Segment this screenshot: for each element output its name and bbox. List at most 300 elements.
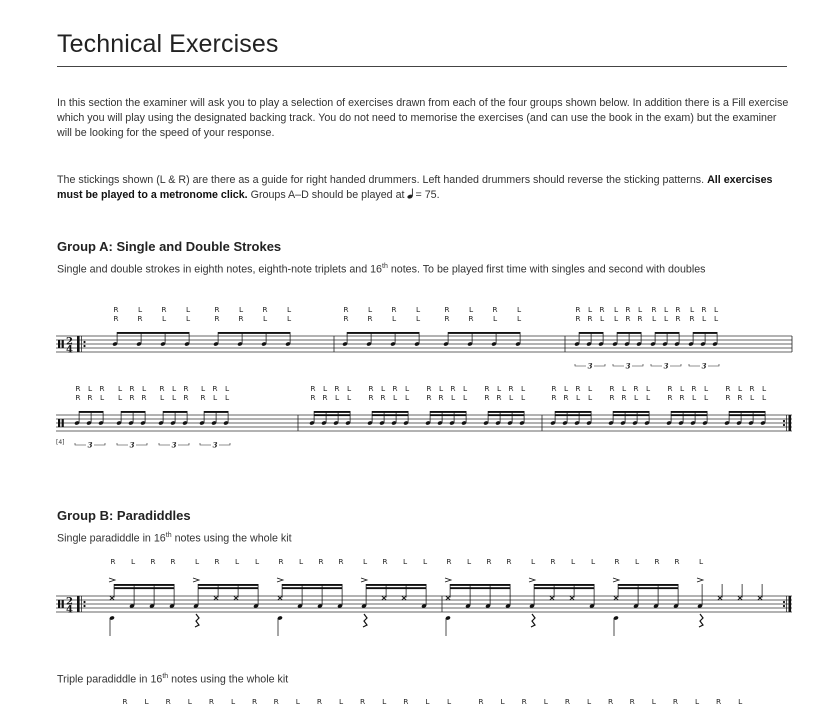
triple-paradiddle-sticking-letter: R	[360, 697, 366, 706]
sticking-single: L	[117, 384, 123, 393]
sticking-single: L	[404, 384, 410, 393]
percussion-clef	[58, 600, 60, 608]
sticking-double: R	[637, 314, 643, 323]
accent-mark	[529, 578, 535, 582]
sticking-single: R	[426, 384, 432, 393]
sticking-double: R	[438, 393, 444, 402]
triple-paradiddle-sticking-letter: L	[425, 697, 430, 706]
beam	[430, 411, 466, 413]
measure-number: [4]	[56, 439, 65, 446]
paradiddle-sticking: L	[466, 557, 472, 566]
sticking-single: R	[334, 384, 340, 393]
time-signature-bottom: 4	[66, 344, 73, 356]
sticking-single: L	[516, 305, 522, 314]
triple-paradiddle-sticking-letter: L	[586, 697, 592, 706]
sticking-single: L	[587, 384, 593, 393]
sticking-double: R	[609, 393, 615, 402]
paradiddle-sticking: R	[170, 557, 176, 566]
accent-mark	[445, 578, 451, 582]
sticking-single: R	[444, 305, 450, 314]
sticking-double: L	[749, 393, 755, 402]
beam	[198, 587, 258, 589]
sticking-single: L	[496, 384, 502, 393]
group-a-desc-part1: Single and double strokes in eighth notes, eighth-note triplets and 16	[57, 263, 383, 276]
beam	[534, 587, 594, 589]
sticking-single: L	[141, 384, 147, 393]
accent-mark	[613, 578, 619, 582]
beam	[450, 587, 510, 589]
sticking-single: R	[749, 384, 755, 393]
group-b-description	[57, 528, 792, 547]
beam	[534, 584, 594, 586]
triple-paradiddle-sticking-letter: R	[252, 697, 258, 706]
beam	[613, 411, 649, 413]
paradiddle-sticking: L	[254, 557, 260, 566]
sticking-double: R	[129, 393, 135, 402]
sticking-single: R	[75, 384, 81, 393]
sticking-single: R	[214, 305, 220, 314]
beam	[488, 411, 524, 413]
sticking-single: L	[621, 384, 627, 393]
triple-paradiddle-sticking-letter: L	[144, 697, 149, 706]
beam	[366, 584, 426, 586]
sticking-single: L	[761, 384, 767, 393]
sticking-double: L	[701, 314, 707, 323]
beam	[671, 411, 707, 413]
triple-paradiddle-sticking-letter: R	[273, 697, 279, 706]
paradiddle-sticking: R	[674, 557, 680, 566]
paradiddle-sticking: L	[130, 557, 136, 566]
beam	[555, 414, 591, 416]
group-b-staff	[50, 548, 795, 658]
beam	[314, 414, 350, 416]
triplet-number: 3	[663, 361, 669, 371]
paradiddle-sticking: L	[362, 557, 368, 566]
triple-paradiddle-sticking-letter: R	[208, 697, 214, 706]
sticking-single: R	[310, 384, 316, 393]
sticking-single: L	[380, 384, 386, 393]
sticking-double: L	[346, 393, 352, 402]
triplet-number: 3	[87, 440, 93, 450]
sticking-single: L	[520, 384, 526, 393]
sticking-double: L	[171, 393, 177, 402]
group-a-desc-part2: notes. To be played first time with singles and second with doubles	[387, 263, 706, 276]
group-b-desc-sup: th	[165, 532, 172, 539]
triple-paradiddle-description	[57, 669, 792, 688]
triplet-number: 3	[129, 440, 135, 450]
triple-paradiddle-sticking-letter: R	[316, 697, 322, 706]
sticking-double: R	[563, 393, 569, 402]
sticking-double: R	[667, 393, 673, 402]
paradiddle-sticking: R	[382, 557, 388, 566]
triple-paradiddle-sticking-letter: L	[382, 697, 387, 706]
triple-desc-part1: Triple paradiddle in 16	[57, 673, 163, 686]
beam	[729, 414, 765, 416]
triple-paradiddle-sticking-letter: R	[478, 697, 484, 706]
sticking-single: R	[575, 305, 581, 314]
sticking-double: L	[651, 314, 657, 323]
paradiddle-sticking: R	[318, 557, 324, 566]
sticking-single: R	[99, 384, 105, 393]
paradiddle-sticking: L	[634, 557, 640, 566]
accent-mark	[697, 578, 703, 582]
beam	[282, 587, 342, 589]
sticking-single: L	[87, 384, 93, 393]
cymbal-note-head	[738, 596, 742, 600]
cymbal-note-head	[402, 596, 406, 600]
triple-paradiddle-sticking-letter: R	[403, 697, 409, 706]
paradiddle-sticking: L	[402, 557, 408, 566]
sticking-double: R	[679, 393, 685, 402]
group-a-staff-row-1	[50, 300, 795, 380]
paradiddle-sticking: R	[446, 557, 452, 566]
cymbal-note-head	[570, 596, 574, 600]
sticking-single: L	[200, 384, 206, 393]
sticking-double: R	[200, 393, 206, 402]
triple-desc-sup: th	[162, 673, 169, 680]
beam	[366, 587, 426, 589]
beam	[163, 411, 187, 413]
sticking-double: L	[159, 393, 165, 402]
group-a-description	[57, 259, 792, 278]
repeat-dot	[783, 605, 785, 607]
sticking-single: L	[171, 384, 177, 393]
sticking-single: L	[322, 384, 328, 393]
sticking-single: L	[367, 305, 373, 314]
sticking-single: R	[633, 384, 639, 393]
cymbal-note-head	[278, 596, 282, 600]
sticking-double: R	[368, 393, 374, 402]
beam	[448, 332, 520, 334]
sticking-double: R	[87, 393, 93, 402]
paradiddle-sticking: R	[150, 557, 156, 566]
sticking-single: R	[113, 305, 119, 314]
cymbal-note-head	[234, 596, 238, 600]
sticking-single: R	[129, 384, 135, 393]
sticking-single: R	[450, 384, 456, 393]
sticking-single: L	[137, 305, 143, 314]
sticking-paragraph	[57, 173, 792, 203]
repeat-dot	[83, 601, 85, 603]
cymbal-note-head	[446, 596, 450, 600]
quarter-rest	[363, 614, 367, 627]
repeat-dot	[83, 341, 85, 343]
paradiddle-sticking: R	[654, 557, 660, 566]
sticking-double: R	[551, 393, 557, 402]
paradiddle-sticking: R	[550, 557, 556, 566]
paradiddle-sticking: R	[278, 557, 284, 566]
cymbal-note-head	[214, 596, 218, 600]
time-signature-top: 2	[66, 596, 73, 608]
sticking-single: R	[484, 384, 490, 393]
triple-paradiddle-sticking-letter: R	[564, 697, 570, 706]
sticking-single: L	[587, 305, 593, 314]
sticking-double: R	[214, 314, 220, 323]
accent-mark	[277, 578, 283, 582]
triplet-number: 3	[701, 361, 707, 371]
sticking-double: L	[599, 314, 605, 323]
sticking-single: L	[637, 305, 643, 314]
sticking-double: L	[633, 393, 639, 402]
sticking-single: R	[391, 305, 397, 314]
sticking-single: R	[675, 305, 681, 314]
paradiddle-sticking: L	[530, 557, 536, 566]
sticking-double: L	[575, 393, 581, 402]
sticking-double: L	[161, 314, 167, 323]
sticking-single: R	[667, 384, 673, 393]
sticking-double: L	[286, 314, 292, 323]
triple-paradiddle-sticking-letter: L	[295, 697, 300, 706]
sticking-single: R	[551, 384, 557, 393]
sticking-double: L	[703, 393, 709, 402]
repeat-dot	[83, 605, 85, 607]
sticking-single: R	[625, 305, 631, 314]
sticking-single: L	[438, 384, 444, 393]
triple-paradiddle-sticking-letter: R	[521, 697, 527, 706]
tempo-value: = 75.	[415, 189, 440, 201]
sticking-single: R	[183, 384, 189, 393]
sticking-single: R	[212, 384, 218, 393]
sticking-double: L	[117, 393, 123, 402]
sticking-double: L	[761, 393, 767, 402]
beam	[79, 411, 103, 413]
repeat-dot	[83, 345, 85, 347]
sticking-single: L	[415, 305, 421, 314]
sticking-double: L	[516, 314, 522, 323]
sticking-double: R	[322, 393, 328, 402]
sticking-double: R	[675, 314, 681, 323]
beam	[693, 332, 717, 334]
paradiddle-sticking: R	[614, 557, 620, 566]
intro-paragraph: In this section the examiner will ask you to play a selection of exercises drawn from each of the four groups shown below. In addition there is a Fill exercise which you will play using the designated backing track. You do not need to memorise the exercises (and can use the book in the exam) but the examiner will be looking for the speed of your response.	[57, 97, 789, 139]
beam	[121, 411, 145, 413]
quarter-rest	[531, 614, 535, 627]
triplet-number: 3	[625, 361, 631, 371]
sticking-double: L	[392, 393, 398, 402]
repeat-dot	[783, 601, 785, 603]
triplet-number: 3	[212, 440, 218, 450]
page-title: Technical Exercises	[57, 30, 279, 58]
sticking-double: L	[391, 314, 397, 323]
sticking-double: R	[141, 393, 147, 402]
sticking-double: L	[262, 314, 268, 323]
sticking-double: R	[380, 393, 386, 402]
sticking-double: R	[183, 393, 189, 402]
cymbal-note-head	[718, 596, 722, 600]
metronome-note: All exercises must be played to a metronome click.	[57, 174, 773, 201]
accent-mark	[109, 578, 115, 582]
sticking-double: R	[575, 314, 581, 323]
cymbal-note-head	[550, 596, 554, 600]
sticking-text: The stickings shown (L & R) are there as a guide for right handed drummers. Left handed drummers should reverse the sticking patterns.	[57, 174, 708, 186]
accent-mark	[361, 578, 367, 582]
sticking-single: R	[609, 384, 615, 393]
group-a-staff-row-2	[50, 383, 795, 463]
triple-paradiddle-sticking-letter: L	[230, 697, 236, 706]
triple-paradiddle-sticking-letter: R	[716, 697, 722, 706]
paradiddle-sticking: R	[110, 557, 116, 566]
sticking-double: R	[310, 393, 316, 402]
cymbal-note-head	[382, 596, 386, 600]
repeat-end-bar	[789, 596, 792, 612]
sticking-single: L	[224, 384, 230, 393]
sticking-single: L	[185, 305, 191, 314]
repeat-start-bar	[77, 336, 80, 352]
paradiddle-sticking: R	[214, 557, 220, 566]
sticking-single: L	[679, 384, 685, 393]
sticking-single: R	[575, 384, 581, 393]
beam	[729, 411, 765, 413]
triple-paradiddle-sticking-letter: L	[738, 697, 743, 706]
repeat-dot	[783, 424, 785, 426]
triple-paradiddle-sticking-letter: R	[165, 697, 171, 706]
sticking-double: L	[334, 393, 340, 402]
group-b-desc-part2: notes using the whole kit	[171, 532, 292, 545]
triple-paradiddle-sticking-letter: L	[694, 697, 700, 706]
sticking-single: L	[462, 384, 468, 393]
sticking-double: L	[404, 393, 410, 402]
sticking-single: L	[663, 305, 669, 314]
repeat-start-bar	[77, 596, 80, 612]
sticking-double: R	[113, 314, 119, 323]
beam	[618, 587, 678, 589]
sticking-single: L	[713, 305, 719, 314]
triple-paradiddle-sticking-letter: L	[446, 697, 452, 706]
sticking-single: L	[563, 384, 569, 393]
sticking-single: L	[286, 305, 292, 314]
sticking-double: R	[343, 314, 349, 323]
cymbal-note-head	[758, 596, 762, 600]
group-b-heading: Group B: Paradiddles	[57, 508, 191, 523]
sticking-double: L	[99, 393, 105, 402]
beam	[430, 414, 466, 416]
groups-tempo-text: Groups A–D should be played at	[247, 189, 408, 201]
sticking-double: R	[587, 314, 593, 323]
triple-paradiddle-sticking-letter: R	[122, 697, 128, 706]
sticking-single: R	[262, 305, 268, 314]
beam	[579, 332, 603, 334]
sticking-single: L	[346, 384, 352, 393]
sticking-single: L	[703, 384, 709, 393]
triple-paradiddle-sticking-letter: R	[608, 697, 614, 706]
time-signature-top: 2	[66, 336, 73, 348]
paradiddle-sticking: L	[234, 557, 240, 566]
sticking-double: L	[691, 393, 697, 402]
sticking-single: R	[725, 384, 731, 393]
triple-paradiddle-sticking-letter: R	[629, 697, 635, 706]
sticking-double: L	[613, 314, 619, 323]
sticking-double: R	[238, 314, 244, 323]
sticking-double: L	[185, 314, 191, 323]
beam	[218, 332, 290, 334]
sticking-single: L	[613, 305, 619, 314]
triple-paradiddle-sticking	[50, 690, 795, 710]
beam	[655, 332, 679, 334]
sticking-double: R	[468, 314, 474, 323]
sticking-single: R	[651, 305, 657, 314]
group-b-desc-part1: Single paradiddle in 16	[57, 532, 166, 545]
sticking-double: R	[621, 393, 627, 402]
paradiddle-sticking: L	[194, 557, 200, 566]
triple-paradiddle-sticking-letter: L	[543, 697, 548, 706]
triple-desc-part2: notes using the whole kit	[168, 673, 289, 686]
sticking-single: R	[392, 384, 398, 393]
paradiddle-sticking: L	[298, 557, 304, 566]
sticking-double: R	[75, 393, 81, 402]
beam	[372, 414, 408, 416]
percussion-clef	[58, 419, 60, 427]
sticking-double: R	[625, 314, 631, 323]
triple-paradiddle-sticking-letter: L	[338, 697, 344, 706]
beam	[117, 332, 189, 334]
sticking-single: L	[645, 384, 651, 393]
paradiddle-sticking: L	[422, 557, 428, 566]
beam	[613, 414, 649, 416]
sticking-double: R	[444, 314, 450, 323]
sticking-double: L	[663, 314, 669, 323]
sticking-single: L	[689, 305, 695, 314]
sticking-double: R	[689, 314, 695, 323]
sticking-double: L	[224, 393, 230, 402]
sticking-double: L	[415, 314, 421, 323]
triple-paradiddle-sticking-letter: L	[187, 697, 192, 706]
triple-paradiddle-sticking-letter: R	[672, 697, 678, 706]
sticking-single: R	[508, 384, 514, 393]
percussion-clef	[62, 600, 64, 608]
beam	[450, 584, 510, 586]
beam	[671, 414, 707, 416]
sticking-single: R	[161, 305, 167, 314]
paradiddle-sticking: L	[570, 557, 576, 566]
sticking-double: L	[462, 393, 468, 402]
sticking-single: R	[701, 305, 707, 314]
sticking-double: L	[508, 393, 514, 402]
sticking-double: R	[484, 393, 490, 402]
paradiddle-sticking: R	[486, 557, 492, 566]
sticking-double: R	[426, 393, 432, 402]
quarter-rest	[699, 614, 703, 627]
beam	[488, 414, 524, 416]
sticking-double: L	[450, 393, 456, 402]
beam	[114, 587, 174, 589]
sticking-single: R	[492, 305, 498, 314]
repeat-dot	[783, 420, 785, 422]
sticking-double: L	[713, 314, 719, 323]
quarter-rest	[195, 614, 199, 627]
sticking-double: R	[496, 393, 502, 402]
sticking-single: R	[159, 384, 165, 393]
paradiddle-sticking: L	[590, 557, 596, 566]
beam	[617, 332, 641, 334]
title-divider	[57, 66, 787, 67]
sticking-double: R	[725, 393, 731, 402]
sticking-double: L	[520, 393, 526, 402]
paradiddle-sticking: L	[698, 557, 704, 566]
paradiddle-sticking: R	[338, 557, 344, 566]
beam	[198, 584, 258, 586]
sticking-single: R	[691, 384, 697, 393]
sticking-double: L	[587, 393, 593, 402]
cymbal-note-head	[614, 596, 618, 600]
beam	[347, 332, 419, 334]
sticking-single: R	[368, 384, 374, 393]
beam	[618, 584, 678, 586]
repeat-end-bar	[789, 415, 792, 431]
sticking-double: L	[645, 393, 651, 402]
triple-paradiddle-sticking-letter: L	[500, 697, 505, 706]
triple-paradiddle-sticking-letter: L	[651, 697, 656, 706]
beam	[555, 411, 591, 413]
